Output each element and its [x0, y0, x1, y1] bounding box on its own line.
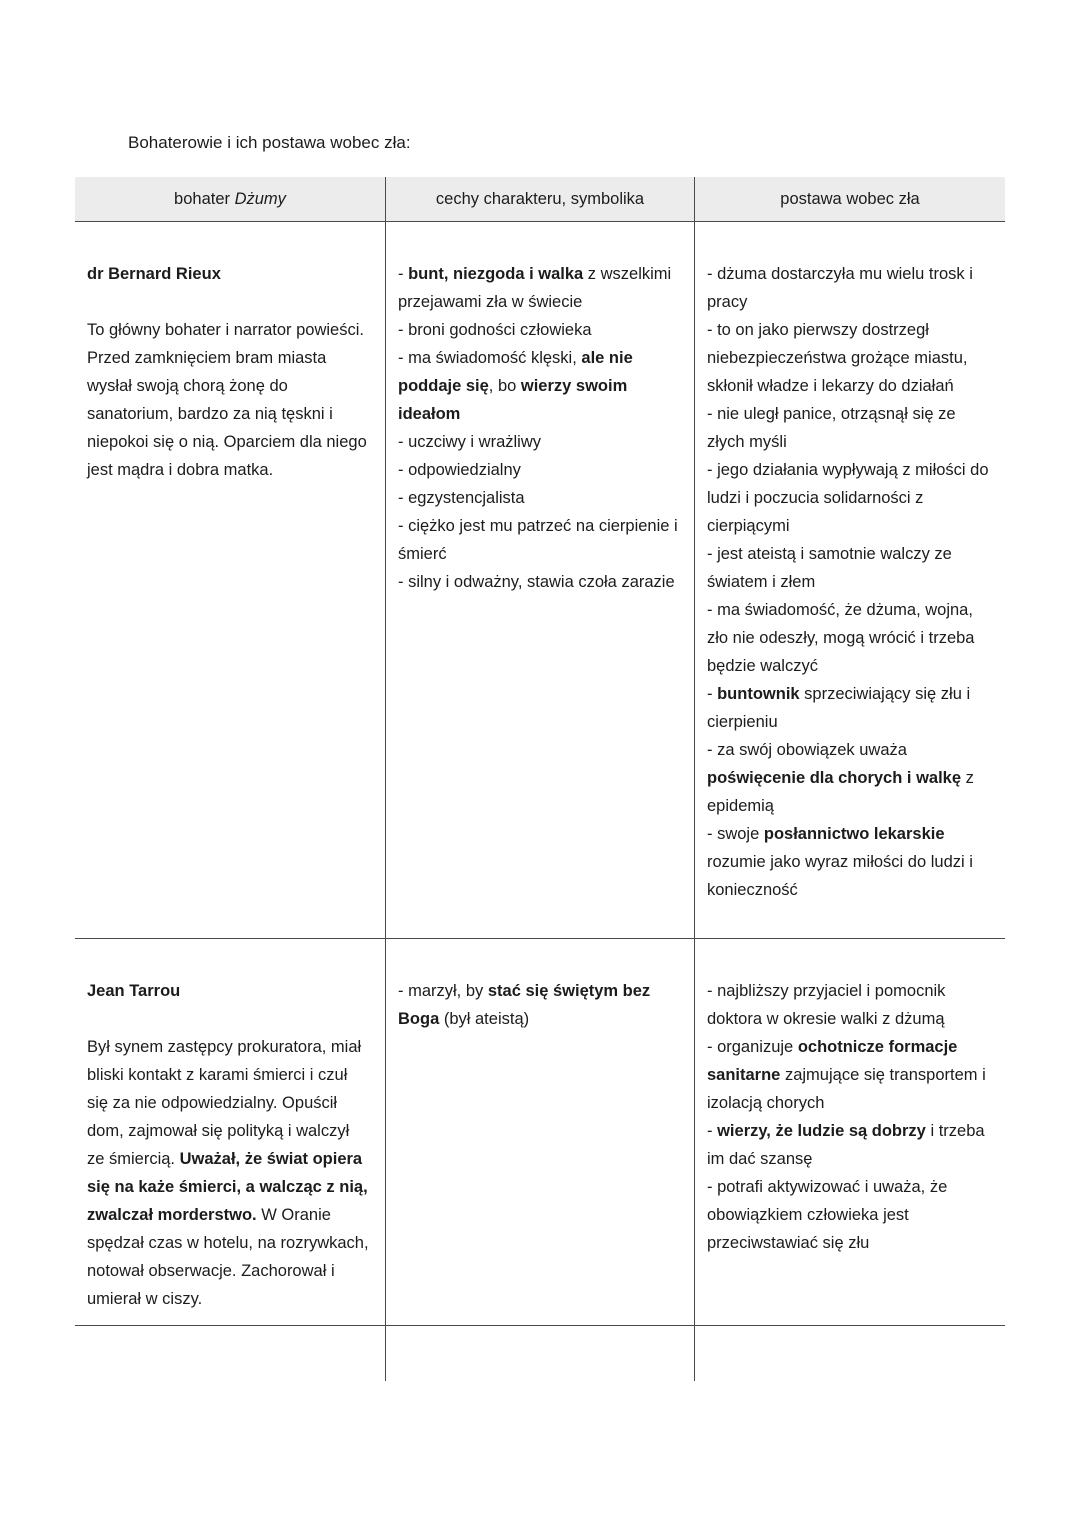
table-header-row	[75, 177, 1005, 222]
table-row-rieux	[75, 222, 1005, 939]
cell-tarrou-traits: - marzył, by stać się świętym bez Boga (był ateistą)	[385, 939, 695, 1325]
header-cell-traits: cechy charakteru, symbolika	[385, 177, 695, 221]
page-title: Bohaterowie i ich postawa wobec zła:	[128, 133, 411, 152]
cell-rieux-description: dr Bernard Rieux To główny bohater i narrator powieści. Przed zamknięciem bram miasta wysłał swoją chorą żonę do sanatorium, bardzo za nią tęskni i niepokoi się o nią. Oparciem dla niego jest mądra i dobra matka.	[87, 265, 367, 479]
cell-rieux-traits: - bunt, niezgoda i walka z wszelkimi przejawami zła w świecie - broni godności człowieka - ma świadomość klęski, ale nie poddaje się, bo wierzy swoim ideałom - uczciwy i wrażliwy - odpowiedzialny - egzystencjalista - ciężko jest mu patrzeć na cierpienie i śmierć - silny i odważny, stawia czoła zarazie	[385, 222, 695, 938]
table-row-tarrou	[75, 939, 1005, 1326]
table-row-empty	[75, 1326, 1005, 1381]
header-cell-attitude: postawa wobec zła	[780, 190, 920, 208]
header-cell-character: bohater Dżumy	[174, 190, 286, 208]
cell-empty-description	[75, 1326, 385, 1381]
characters-table	[75, 177, 1005, 1381]
cell-rieux-attitude: - dżuma dostarczyła mu wielu trosk i pracy - to on jako pierwszy dostrzegł niebezpieczeństwa grożące miastu, skłonił władze i lekarzy do działań - nie uległ panice, otrząsnął się ze złych myśli - jego działania wypływają z miłości do ludzi i poczucia solidarności z cierpiącymi - jest ateistą i samotnie walczy ze światem i złem - ma świadomość, że dżuma, wojna, zło nie odeszły, mogą wrócić i trzeba będzie walczyć - buntownik sprzeciwiający się złu i cierpieniu - za swój obowiązek uważa poświęcenie dla chorych i walkę z epidemią - swoje posłannictwo lekarskie rozumie jako wyraz miłości do ludzi i konieczność	[707, 265, 989, 899]
cell-empty-attitude	[695, 1326, 1005, 1381]
cell-tarrou-description: Jean Tarrou Był synem zastępcy prokuratora, miał bliski kontakt z karami śmierci i czuł się za nie odpowiedzialny. Opuścił dom, zajmował się polityką i walczył ze śmiercią. Uważał, że świat opiera się na każe śmierci, a walcząc z nią, zwalczał morderstwo. W Oranie spędzał czas w hotelu, na rozrywkach, notował obserwacje. Zachorował i umierał w ciszy.	[87, 982, 369, 1308]
cell-tarrou-attitude: - najbliższy przyjaciel i pomocnik doktora w okresie walki z dżumą - organizuje ochotnicze formacje sanitarne zajmujące się transportem i izolacją chorych - wierzy, że ludzie są dobrzy i trzeba im dać szansę - potrafi aktywizować i uważa, że obowiązkiem człowieka jest przeciwstawiać się złu	[707, 982, 986, 1252]
cell-empty-traits	[385, 1326, 695, 1381]
